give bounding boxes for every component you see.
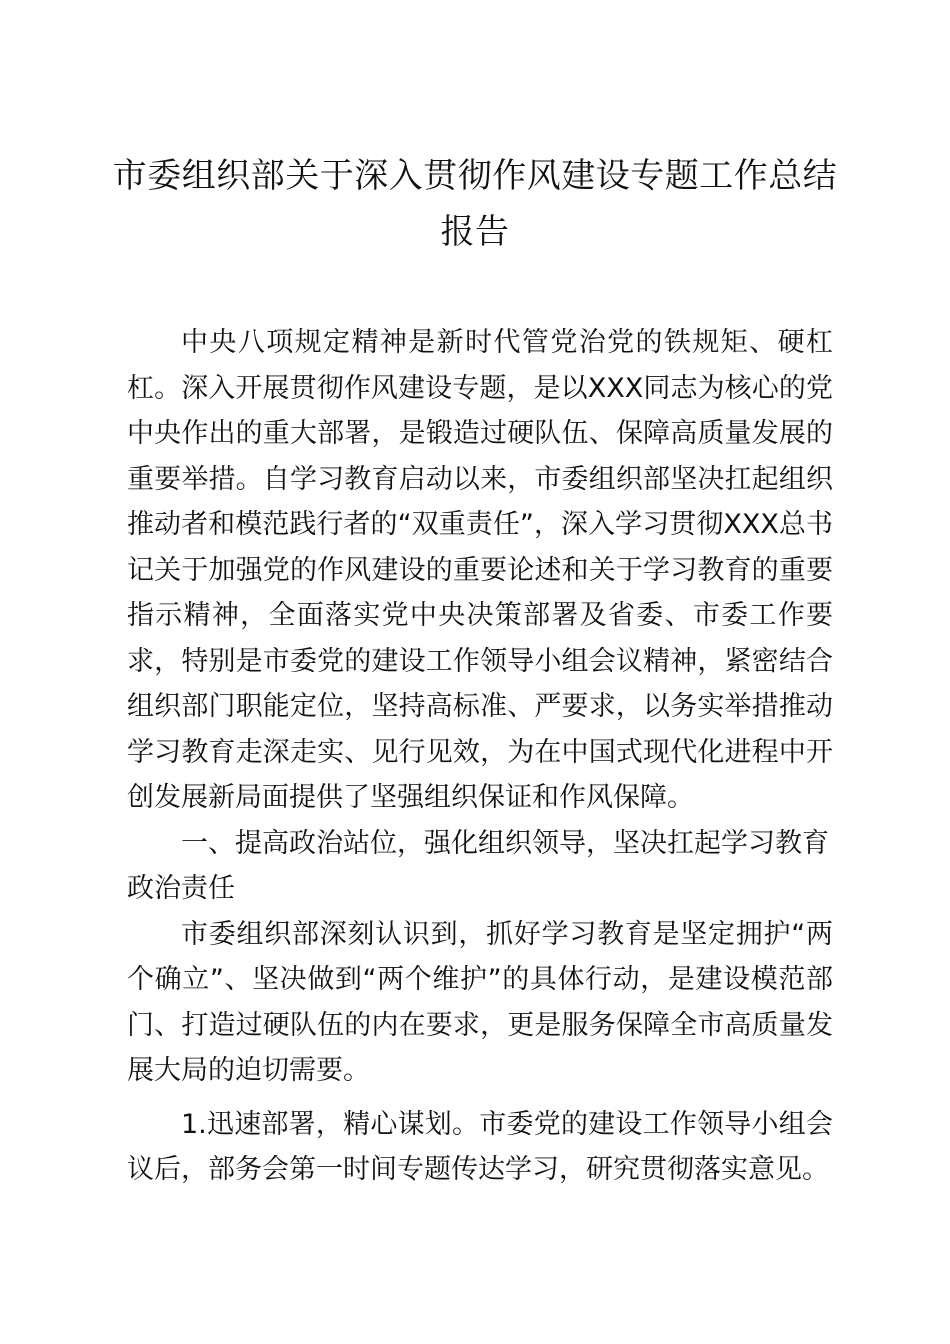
subsection-1-paragraph: 1.迅速部署，精心谋划。市委党的建设工作领导小组会议后，部务会第一时间专题传达学习，研究贯彻落实意见。: [127, 1108, 833, 1185]
section-heading-1: 一、提高政治站位，强化组织领导，坚决扛起学习教育政治责任: [127, 827, 829, 904]
document-title: 市委组织部关于深入贯彻作风建设专题工作总结报告: [112, 156, 838, 252]
document-body: [127, 320, 833, 1193]
paragraph-gap: [127, 1094, 833, 1102]
intro-paragraph: 中央八项规定精神是新时代管党治党的铁规矩、硬杠杠。深入开展贯彻作风建设专题，是以XXX同志为核心的党中央作出的重大部署，是锻造过硬队伍、保障高质量发展的重要举措。自学习教育启动以来，市委组织部坚决扛起组织推动者和模范践行者的“双重责任”，深入学习贯彻XXX总书记关于加强党的作风建设的重要论述和关于学习教育的重要指示精神，全面落实党中央决策部署及省委、市委工作要求，特别是市委党的建设工作领导小组会议精神，紧密结合组织部门职能定位，坚持高标准、严要求，以务实举措推动学习教育走深走实、见行见效，为在中国式现代化进程中开创发展新局面提供了坚强组织保证和作风保障。: [127, 327, 833, 813]
section-1-paragraph: 市委组织部深刻认识到，抓好学习教育是坚定拥护“两个确立”、坚决做到“两个维护”的具体行动，是建设模范部门、打造过硬队伍的内在要求，更是服务保障全市高质量发展大局的迫切需要。: [127, 918, 833, 1086]
